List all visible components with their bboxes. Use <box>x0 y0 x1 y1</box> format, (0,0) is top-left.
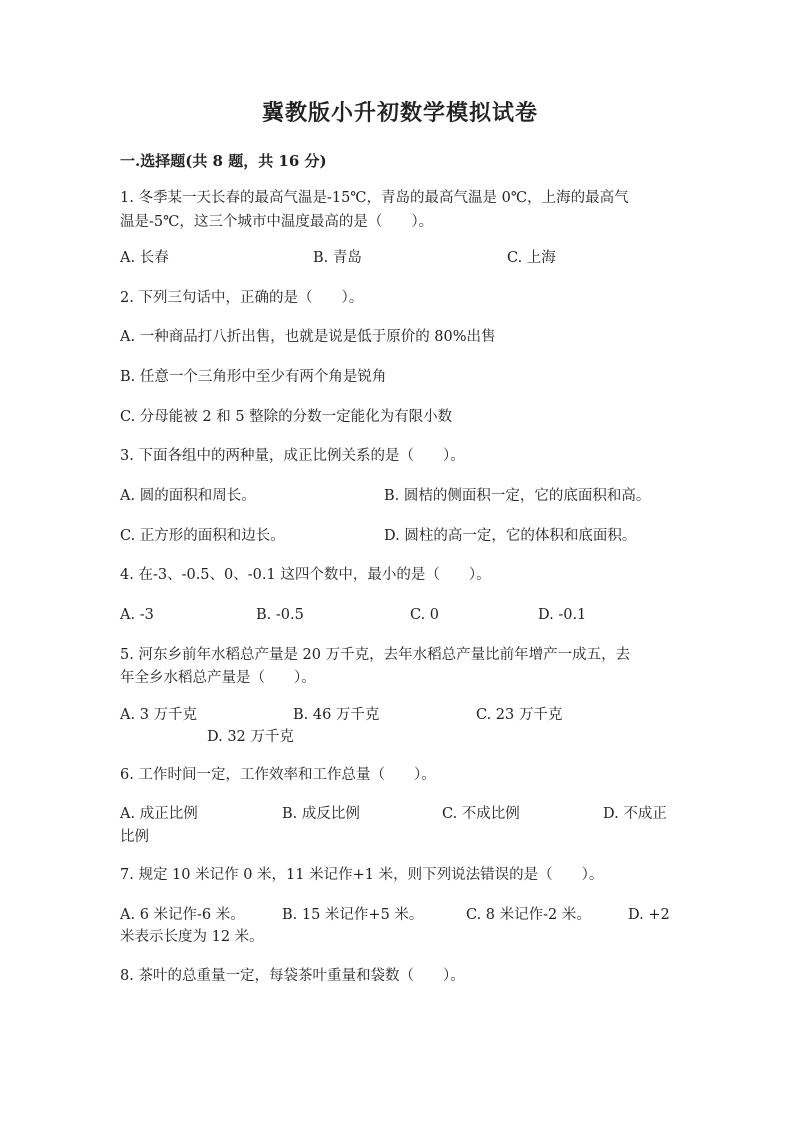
question-7-option-b: B. 15 米记作+5 米。 <box>282 907 424 923</box>
question-5-option-a: A. 3 万千克 <box>120 707 198 723</box>
question-6-option-d: D. 不成正 <box>603 806 667 822</box>
question-5-option-d: D. 32 万千克 <box>207 729 294 745</box>
question-2-line-1: 2. 下列三句话中，正确的是（ ）。 <box>120 290 364 306</box>
question-1-option-a: A. 长春 <box>120 250 169 266</box>
question-7-option-c: C. 8 米记作-2 米。 <box>466 907 591 923</box>
question-3-line-1: 3. 下面各组中的两种量，成正比例关系的是（ ）。 <box>120 448 465 464</box>
question-3-option-a: A. 圆的面积和周长。 <box>120 488 256 504</box>
question-7-option-d-wrap: 米表示长度为 12 米。 <box>120 929 264 945</box>
question-6-option-c: C. 不成比例 <box>442 806 520 822</box>
question-2-option-b: B. 任意一个三角形中至少有两个角是锐角 <box>120 369 387 385</box>
page-title: 冀教版小升初数学模拟试卷 <box>261 100 538 126</box>
question-1-line-2: 温是-5℃，这三个城市中温度最高的是（ ）。 <box>120 214 434 230</box>
question-6-option-b: B. 成反比例 <box>282 806 360 822</box>
question-5-line-1: 5. 河东乡前年水稻总产量是 20 万千克，去年水稻总产量比前年增产一成五，去 <box>120 647 631 663</box>
question-4-line-1: 4. 在-3、-0.5、0、-0.1 这四个数中，最小的是（ ）。 <box>120 567 491 583</box>
question-6-line-1: 6. 工作时间一定，工作效率和工作总量（ ）。 <box>120 767 436 783</box>
question-1-line-1: 1. 冬季某一天长春的最高气温是-15℃，青岛的最高气温是 0℃，上海的最高气 <box>120 190 629 206</box>
question-7-option-d: D. +2 <box>628 907 670 923</box>
question-3-option-d: D. 圆柱的高一定，它的体积和底面积。 <box>384 528 637 544</box>
question-7-line-1: 7. 规定 10 米记作 0 米，11 米记作+1 米，则下列说法错误的是（ ）。 <box>120 867 604 883</box>
question-5-option-b: B. 46 万千克 <box>293 707 380 723</box>
question-2-option-a: A. 一种商品打八折出售，也就是说是低于原价的 80%出售 <box>120 329 496 345</box>
question-4-option-b: B. -0.5 <box>256 607 304 623</box>
question-3-option-c: C. 正方形的面积和边长。 <box>120 528 285 544</box>
question-2-option-c: C. 分母能被 2 和 5 整除的分数一定能化为有限小数 <box>120 409 453 425</box>
question-8-line-1: 8. 茶叶的总重量一定，每袋茶叶重量和袋数（ ）。 <box>120 968 465 984</box>
question-4-option-c: C. 0 <box>410 607 440 623</box>
question-5-line-2: 年全乡水稻总产量是（ ）。 <box>120 670 316 686</box>
question-4-option-a: A. -3 <box>120 607 154 623</box>
question-1-option-c: C. 上海 <box>507 250 556 266</box>
question-6-option-d-wrap: 比例 <box>120 829 149 845</box>
question-3-option-b: B. 圆桔的侧面积一定，它的底面积和高。 <box>384 488 651 504</box>
question-7-option-a: A. 6 米记作-6 米。 <box>120 907 245 923</box>
section-heading: 一.选择题(共 8 题，共 16 分) <box>120 152 327 170</box>
question-5-option-c: C. 23 万千克 <box>476 707 563 723</box>
question-6-option-a: A. 成正比例 <box>120 806 198 822</box>
question-4-option-d: D. -0.1 <box>538 607 587 623</box>
question-1-option-b: B. 青岛 <box>313 250 362 266</box>
